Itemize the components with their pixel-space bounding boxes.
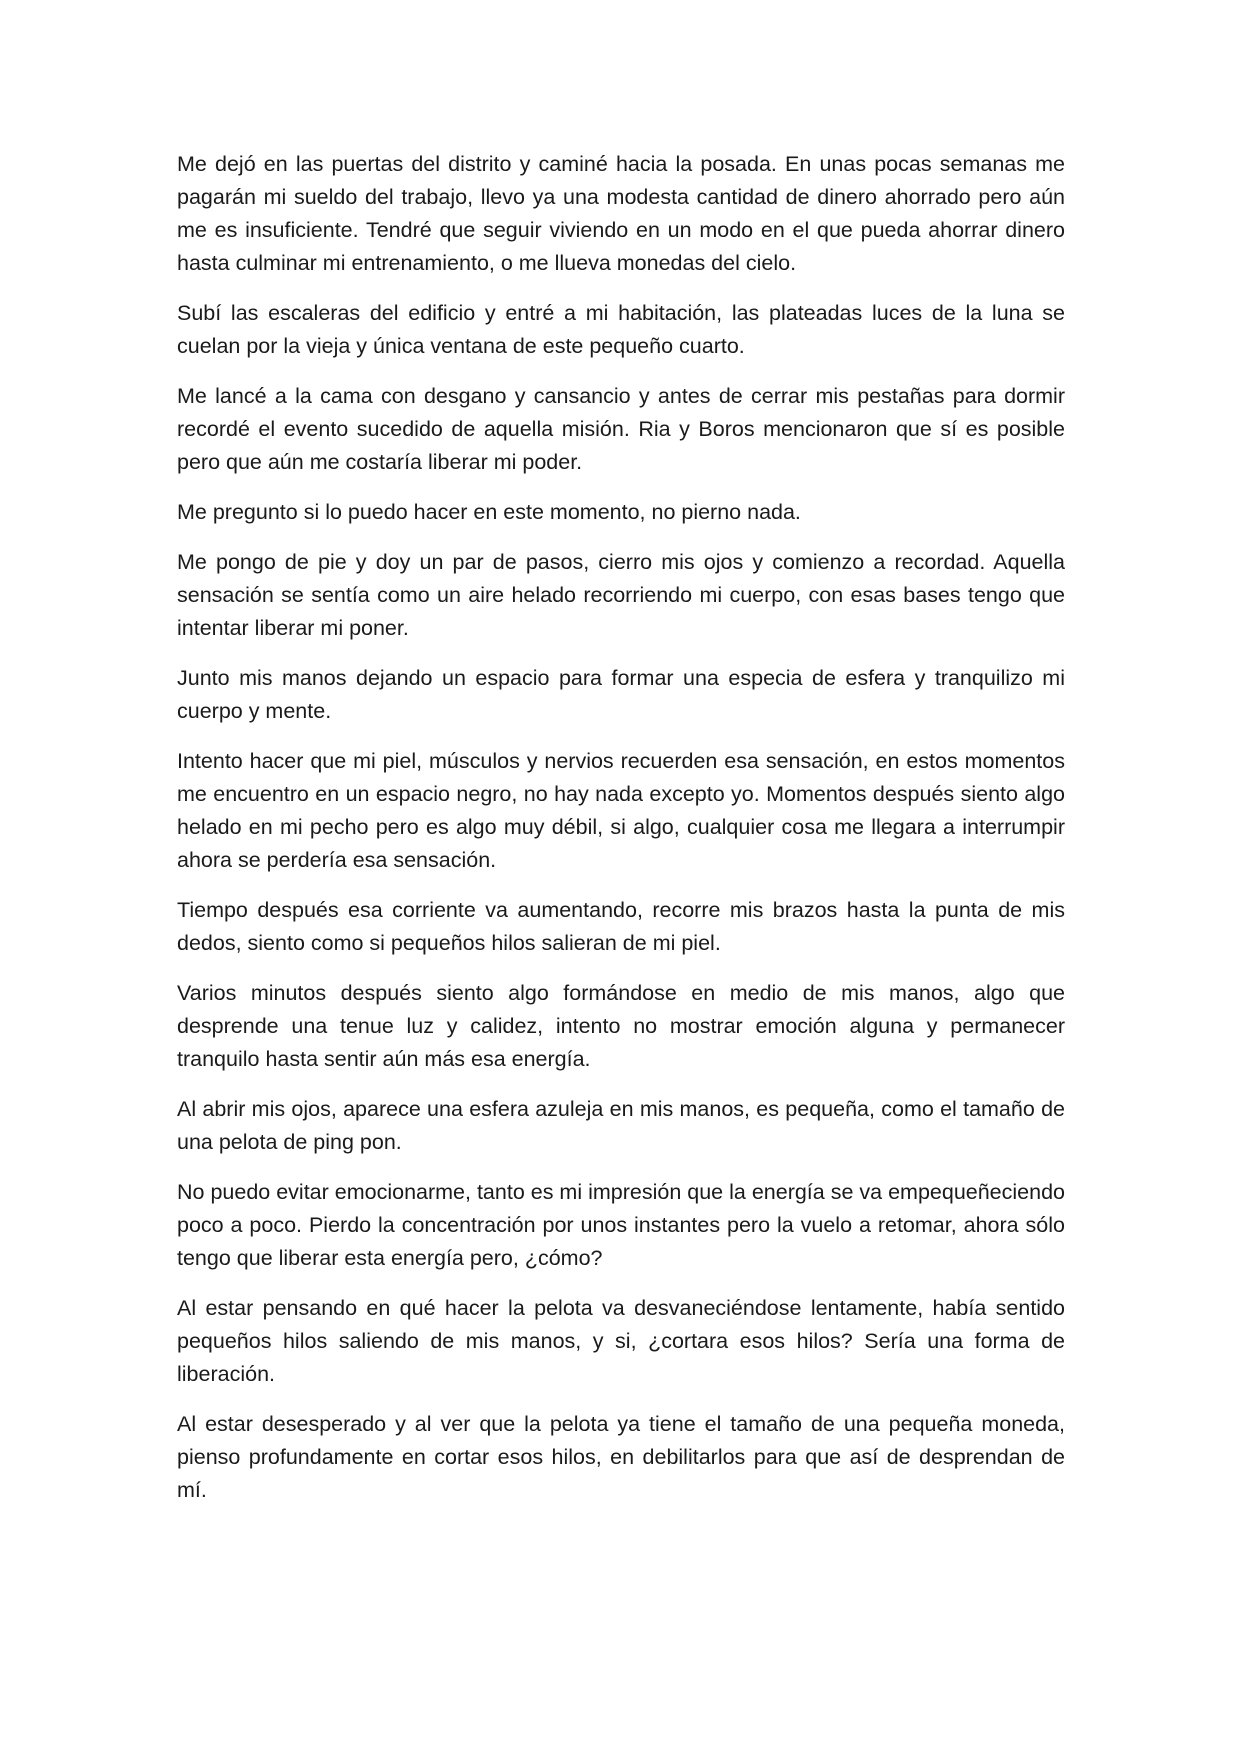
paragraph: No puedo evitar emocionarme, tanto es mi impresión que la energía se va empequeñeciendo poco a poco. Pierdo la concentración por unos instantes pero la vuelo a retomar, ahora sólo tengo que liberar esta energía pero, ¿cómo? xyxy=(177,1180,1065,1270)
paragraph: Intento hacer que mi piel, músculos y nervios recuerden esa sensación, en estos momentos me encuentro en un espacio negro, no hay nada excepto yo. Momentos después siento algo helado en mi pecho pero es algo muy débil, si algo, cualquier cosa me llegara a interrumpir ahora se perdería esa sensación. xyxy=(177,749,1065,872)
paragraph: Al estar pensando en qué hacer la pelota va desvaneciéndose lentamente, había sentido pequeños hilos saliendo de mis manos, y si, ¿cortara esos hilos? Sería una forma de liberación. xyxy=(177,1296,1065,1386)
paragraph: Me pongo de pie y doy un par de pasos, cierro mis ojos y comienzo a recordad. Aquella sensación se sentía como un aire helado recorriendo mi cuerpo, con esas bases tengo que intentar liberar mi poner. xyxy=(177,550,1065,640)
paragraph: Al estar desesperado y al ver que la pelota ya tiene el tamaño de una pequeña moneda, pienso profundamente en cortar esos hilos, en debilitarlos para que así de desprendan de mí. xyxy=(177,1412,1065,1502)
paragraph: Subí las escaleras del edificio y entré a mi habitación, las plateadas luces de la luna se cuelan por la vieja y única ventana de este pequeño cuarto. xyxy=(177,301,1065,358)
paragraph: Varios minutos después siento algo formándose en medio de mis manos, algo que desprende una tenue luz y calidez, intento no mostrar emoción alguna y permanecer tranquilo hasta sentir aún más esa energía. xyxy=(177,981,1065,1071)
paragraph: Junto mis manos dejando un espacio para formar una especia de esfera y tranquilizo mi cuerpo y mente. xyxy=(177,666,1065,723)
paragraph: Al abrir mis ojos, aparece una esfera azuleja en mis manos, es pequeña, como el tamaño de una pelota de ping pon. xyxy=(177,1097,1065,1154)
paragraph: Me dejó en las puertas del distrito y caminé hacia la posada. En unas pocas semanas me pagarán mi sueldo del trabajo, llevo ya una modesta cantidad de dinero ahorrado pero aún me es insuficiente. Tendré que seguir viviendo en un modo en el que pueda ahorrar dinero hasta culminar mi entrenamiento, o me llueva monedas del cielo. xyxy=(177,152,1065,275)
paragraph: Me pregunto si lo puedo hacer en este momento, no pierno nada. xyxy=(177,500,801,524)
paragraph: Tiempo después esa corriente va aumentando, recorre mis brazos hasta la punta de mis dedos, siento como si pequeños hilos salieran de mi piel. xyxy=(177,898,1065,955)
paragraph: Me lancé a la cama con desgano y cansancio y antes de cerrar mis pestañas para dormir recordé el evento sucedido de aquella misión. Ria y Boros mencionaron que sí es posible pero que aún me costaría liberar mi poder. xyxy=(177,384,1065,474)
document-body xyxy=(177,148,1065,1524)
